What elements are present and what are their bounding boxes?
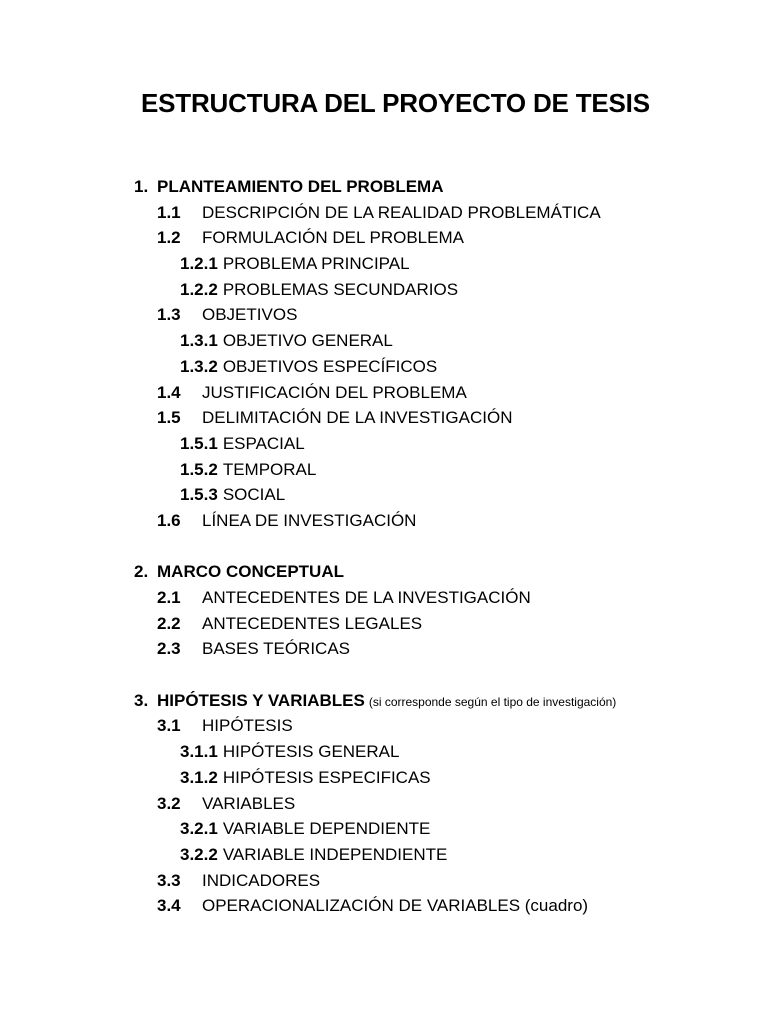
subsection-number: 1.5: [157, 408, 181, 428]
subsection-item: [0, 302, 768, 328]
subsection-number: 1.2: [157, 228, 181, 248]
subsection-title: VARIABLES: [202, 793, 296, 813]
subsection-number: 2.2: [157, 613, 181, 633]
subsection-item: [0, 713, 768, 739]
subsubsection-title: TEMPORAL: [222, 459, 317, 479]
subsection-item: [0, 611, 768, 637]
subsection-number: 2.3: [157, 639, 181, 659]
section-title-wrap: [157, 688, 616, 716]
subsubsection-number: 1.3.1: [180, 331, 218, 351]
subsection-number: 1.6: [157, 510, 181, 530]
subsubsection-number: 1.5.2: [180, 459, 218, 479]
section-spacer: [0, 534, 768, 560]
subsection-item: [0, 868, 768, 894]
subsubsection-title: VARIABLE INDEPENDIENTE: [222, 844, 448, 864]
subsubsection-item: [0, 431, 768, 457]
subsection-title: BASES TEÓRICAS: [202, 639, 351, 659]
subsubsection-item: [0, 842, 768, 868]
section-number: 2.: [134, 562, 149, 582]
subsubsection-number: 3.1.2: [180, 767, 218, 787]
subsection-number: 2.1: [157, 588, 181, 607]
subsection-number: 1.4: [157, 382, 181, 402]
subsubsection-item: [0, 354, 768, 380]
subsection-item: [0, 225, 768, 251]
subsubsection-title: SOCIAL: [222, 485, 286, 505]
subsubsection-title: ESPACIAL: [222, 433, 305, 453]
subsubsection-title: OBJETIVO GENERAL: [222, 331, 393, 351]
subsubsection-number: 3.2.1: [180, 819, 218, 839]
subsubsection-item: [0, 765, 768, 791]
subsubsection-title: VARIABLE DEPENDIENTE: [222, 819, 431, 839]
section-title-wrap: [157, 559, 344, 585]
subsection-title: INDICADORES: [202, 870, 321, 890]
subsubsection-item: [0, 482, 768, 508]
subsubsection-number: 1.5.3: [180, 485, 218, 505]
subsection-title: FORMULACIÓN DEL PROBLEMA: [202, 228, 464, 248]
subsubsection-title: PROBLEMA PRINCIPAL: [222, 254, 410, 274]
document-title: ESTRUCTURA DEL PROYECTO DE TESIS: [141, 88, 650, 118]
subsubsection-number: 1.2.2: [180, 279, 218, 299]
subsection-item: [0, 380, 768, 406]
subsection-number: 3.1: [157, 716, 181, 736]
subsection-item: [0, 200, 768, 226]
subsection-number: 3.4: [157, 896, 181, 916]
section-title: PLANTEAMIENTO DEL PROBLEMA: [157, 177, 444, 196]
subsubsection-title: HIPÓTESIS GENERAL: [222, 742, 400, 762]
subsubsection-number: 1.3.2: [180, 356, 218, 376]
subsubsection-title: OBJETIVOS ESPECÍFICOS: [222, 356, 438, 376]
subsubsection-title: PROBLEMAS SECUNDARIOS: [222, 279, 459, 299]
subsection-item: [0, 508, 768, 534]
section-title-wrap: [157, 174, 444, 200]
subsection-item: [0, 893, 768, 919]
subsubsection-item: [0, 457, 768, 483]
subsection-number: 3.2: [157, 793, 181, 813]
subsection-title: DESCRIPCIÓN DE LA REALIDAD PROBLEMÁTICA: [202, 202, 601, 222]
section-heading: [0, 559, 768, 585]
section-heading: [0, 688, 768, 714]
section-number: 1.: [134, 177, 149, 196]
subsection-title: HIPÓTESIS: [202, 716, 293, 736]
section-spacer: [0, 662, 768, 688]
section-note: (si corresponde según el tipo de investigación): [368, 694, 617, 709]
subsection-item: [0, 405, 768, 431]
section-heading: [0, 174, 768, 200]
subsubsection-number: 1.5.1: [180, 433, 218, 453]
subsubsection-number: 1.2.1: [180, 254, 218, 274]
subsection-number: 1.3: [157, 305, 181, 325]
subsection-number: 3.3: [157, 870, 181, 890]
section-title: HIPÓTESIS Y VARIABLES: [157, 690, 365, 710]
subsection-title: ANTECEDENTES LEGALES: [202, 613, 423, 633]
subsection-title: ANTECEDENTES DE LA INVESTIGACIÓN: [202, 588, 531, 607]
subsubsection-item: [0, 251, 768, 277]
subsection-number: 1.1: [157, 202, 181, 222]
subsection-item: [0, 791, 768, 817]
subsubsection-item: [0, 739, 768, 765]
subsubsection-item: [0, 328, 768, 354]
outline-list: [0, 174, 768, 919]
subsubsection-number: 3.2.2: [180, 844, 218, 864]
subsubsection-item: [0, 816, 768, 842]
subsection-title: OBJETIVOS: [202, 305, 298, 325]
subsection-title: DELIMITACIÓN DE LA INVESTIGACIÓN: [202, 408, 513, 428]
subsection-item: [0, 636, 768, 662]
subsubsection-number: 3.1.1: [180, 742, 218, 762]
subsubsection-item: [0, 277, 768, 303]
section-number: 3.: [134, 690, 149, 710]
subsection-item: [0, 585, 768, 611]
subsubsection-title: HIPÓTESIS ESPECIFICAS: [222, 767, 431, 787]
section-title: MARCO CONCEPTUAL: [157, 562, 344, 582]
subsection-title: JUSTIFICACIÓN DEL PROBLEMA: [202, 382, 467, 402]
subsection-title: LÍNEA DE INVESTIGACIÓN: [202, 510, 417, 530]
subsection-title: OPERACIONALIZACIÓN DE VARIABLES (cuadro): [202, 896, 589, 916]
